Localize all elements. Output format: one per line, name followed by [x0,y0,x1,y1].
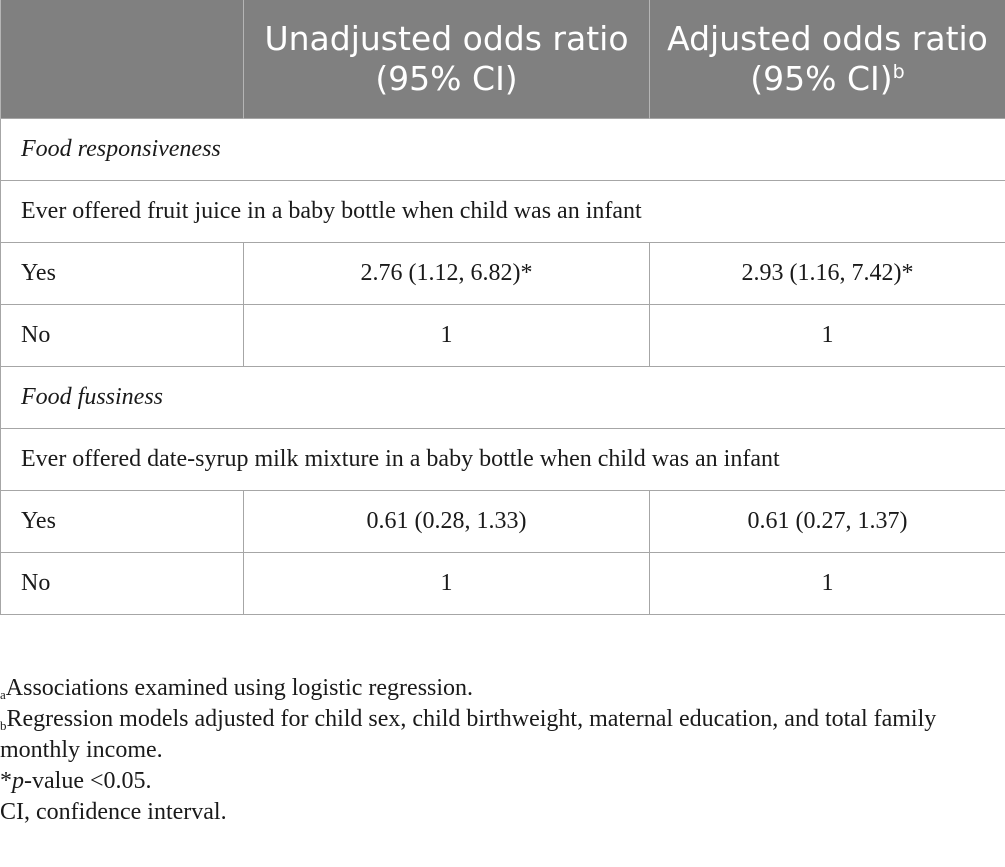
unadjusted-value: 1 [244,552,650,614]
footnote-ci: CI, confidence interval. [0,799,227,825]
footnote-star-text: -value <0.05. [24,768,152,794]
row-label: Yes [1,242,244,304]
footnote-star: * [0,768,12,794]
section-row [1,366,1005,428]
section-title-food-fussiness: Food fussiness [1,366,1005,428]
unadjusted-value: 2.76 (1.12, 6.82)* [244,242,650,304]
header-adjusted-label: Adjusted odds ratio (95% CI) [667,18,988,98]
table-row [1,242,1005,304]
footnote-a [0,673,1000,704]
row-label: No [1,552,244,614]
table-row [1,490,1005,552]
table-row [1,552,1005,614]
footnote-significance [0,766,1000,797]
header-adjusted-footnote-marker: b [892,60,905,83]
question-row [1,180,1005,242]
footnote-b-marker: b [0,718,7,733]
question-date-syrup: Ever offered date-syrup milk mixture in a baby bottle when child was an infant [1,428,1005,490]
row-label: No [1,304,244,366]
table-header-row [1,0,1005,118]
header-unadjusted-label: Unadjusted odds ratio (95% CI) [264,18,629,98]
header-unadjusted [244,0,650,118]
unadjusted-value: 0.61 (0.28, 1.33) [244,490,650,552]
adjusted-value: 0.61 (0.27, 1.37) [650,490,1005,552]
question-row [1,428,1005,490]
adjusted-value: 1 [650,304,1005,366]
footnote-a-text: Associations examined using logistic regression. [5,675,474,701]
row-label: Yes [1,490,244,552]
header-adjusted [650,0,1005,118]
question-fruit-juice: Ever offered fruit juice in a baby bottle when child was an infant [1,180,1005,242]
footnote-b [0,704,1000,766]
header-empty-cell [1,0,244,118]
footnote-p-italic: p [12,768,24,794]
adjusted-value: 1 [650,552,1005,614]
table-row [1,304,1005,366]
adjusted-value: 2.93 (1.16, 7.42)* [650,242,1005,304]
section-row [1,118,1005,180]
table-footnotes [0,673,1000,828]
unadjusted-value: 1 [244,304,650,366]
footnote-b-text: Regression models adjusted for child sex, child birthweight, maternal education, and total family monthly income. [0,706,937,763]
footnote-a-marker: a [0,687,6,702]
section-title-food-responsiveness: Food responsiveness [1,118,1005,180]
